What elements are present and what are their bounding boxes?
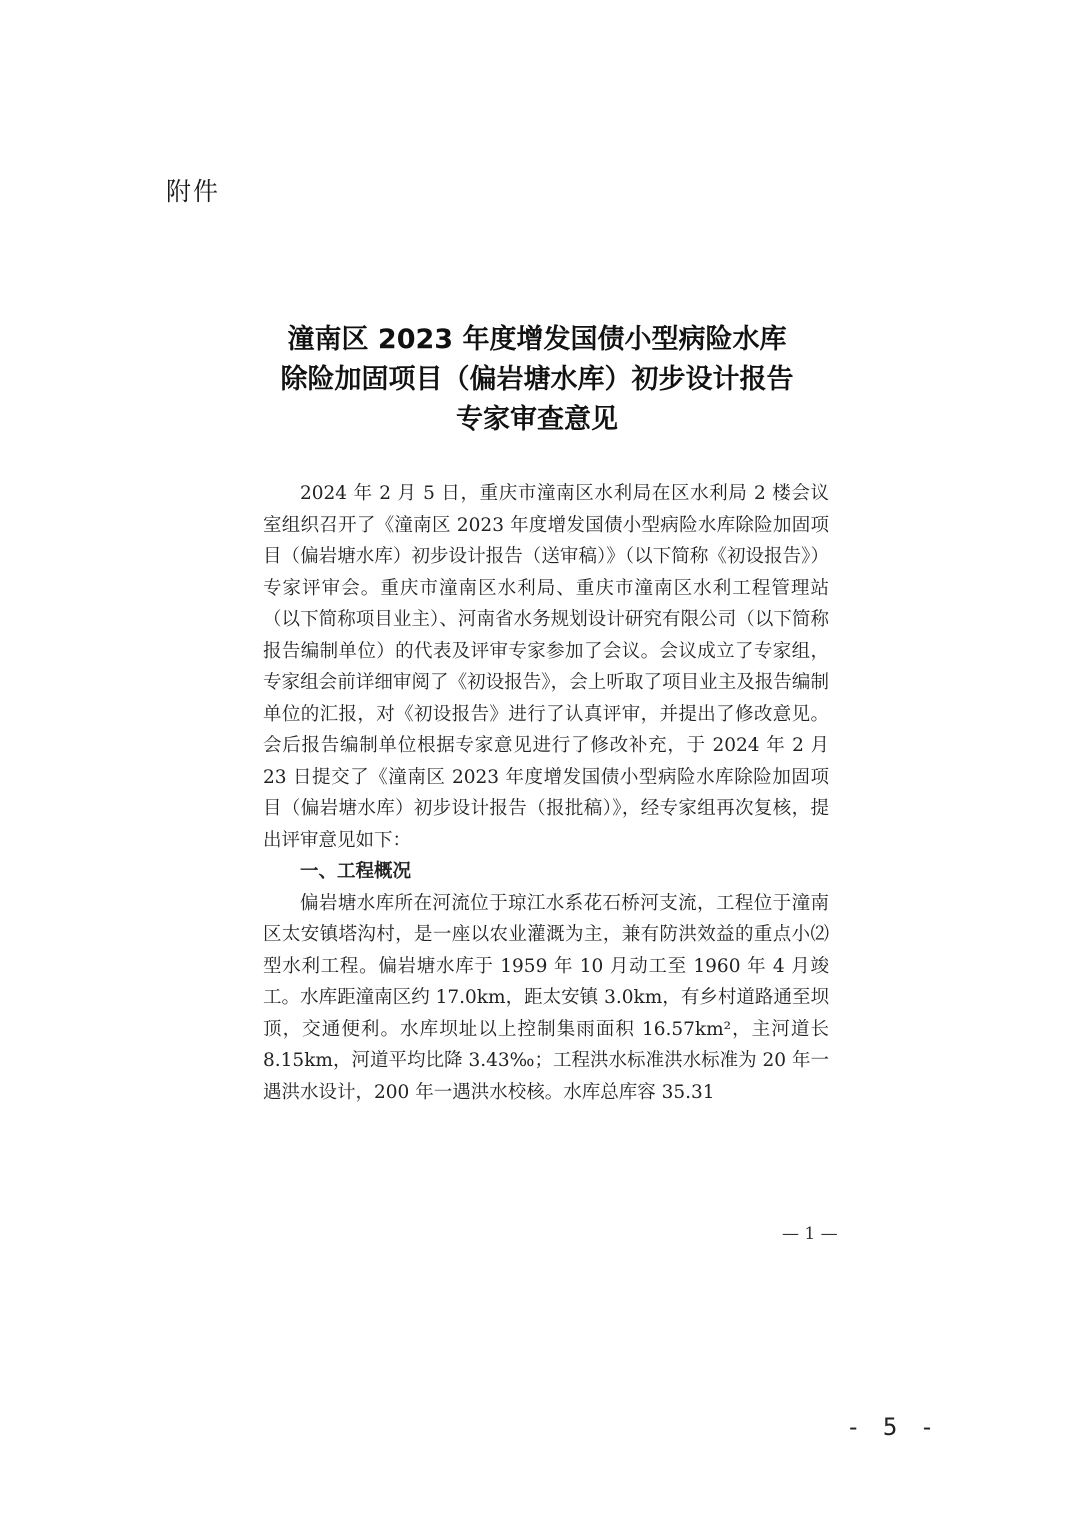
document-title (0, 320, 1074, 440)
title-line-2: 除险加固项目（偏岩塘水库）初步设计报告 (280, 364, 794, 395)
intro-paragraph: 2024 年 2 月 5 日，重庆市潼南区水利局在区水利局 2 楼会议室组织召开了《潼南区 2023 年度增发国债小型病险水库除险加固项目（偏岩塘水库）初步设计报告（送审稿）》（以下简称《初设报告》）专家评审会。重庆市潼南区水利局、重庆市潼南区水利工程管理站（以下简称项目业主）、河南省水务规划设计研究有限公司（以下简称报告编制单位）的代表及评审专家参加了会议。会议成立了专家组，专家组会前详细审阅了《初设报告》，会上听取了项目业主及报告编制单位的汇报，对《初设报告》进行了认真评审，并提出了修改意见。会后报告编制单位根据专家意见进行了修改补充，于 2024 年 2 月 23 日提交了《潼南区 2023 年度增发国债小型病险水库除险加固项目（偏岩塘水库）初步设计报告（报批稿）》，经专家组再次复核，提出评审意见如下： (263, 483, 829, 851)
project-overview-paragraph: 偏岩塘水库所在河流位于琼江水系花石桥河支流，工程位于潼南区太安镇塔沟村，是一座以农业灌溉为主，兼有防洪效益的重点小⑵型水利工程。偏岩塘水库于 1959 年 10 月动工至 1960 年 4 月竣工。水库距潼南区约 17.0km，距太安镇 3.0km，有乡村道路通至坝顶，交通便利。水库坝址以上控制集雨面积 16.57km²，主河道长 8.15km，河道平均比降 3.43‰；工程洪水标准洪水标准为 20 年一遇洪水设计，200 年一遇洪水校核。水库总库容 35.31 (263, 892, 829, 1103)
attachment-label: 附件 (166, 177, 221, 206)
title-line-1: 潼南区 2023 年度增发国债小型病险水库 (287, 324, 787, 355)
title-line-3: 专家审查意见 (456, 404, 618, 435)
outer-page-number: - 5 - (846, 1413, 939, 1441)
section-heading-project-overview: 一、工程概况 (300, 861, 412, 882)
inner-page-number: — 1 — (782, 1224, 838, 1244)
document-body (263, 478, 829, 1108)
